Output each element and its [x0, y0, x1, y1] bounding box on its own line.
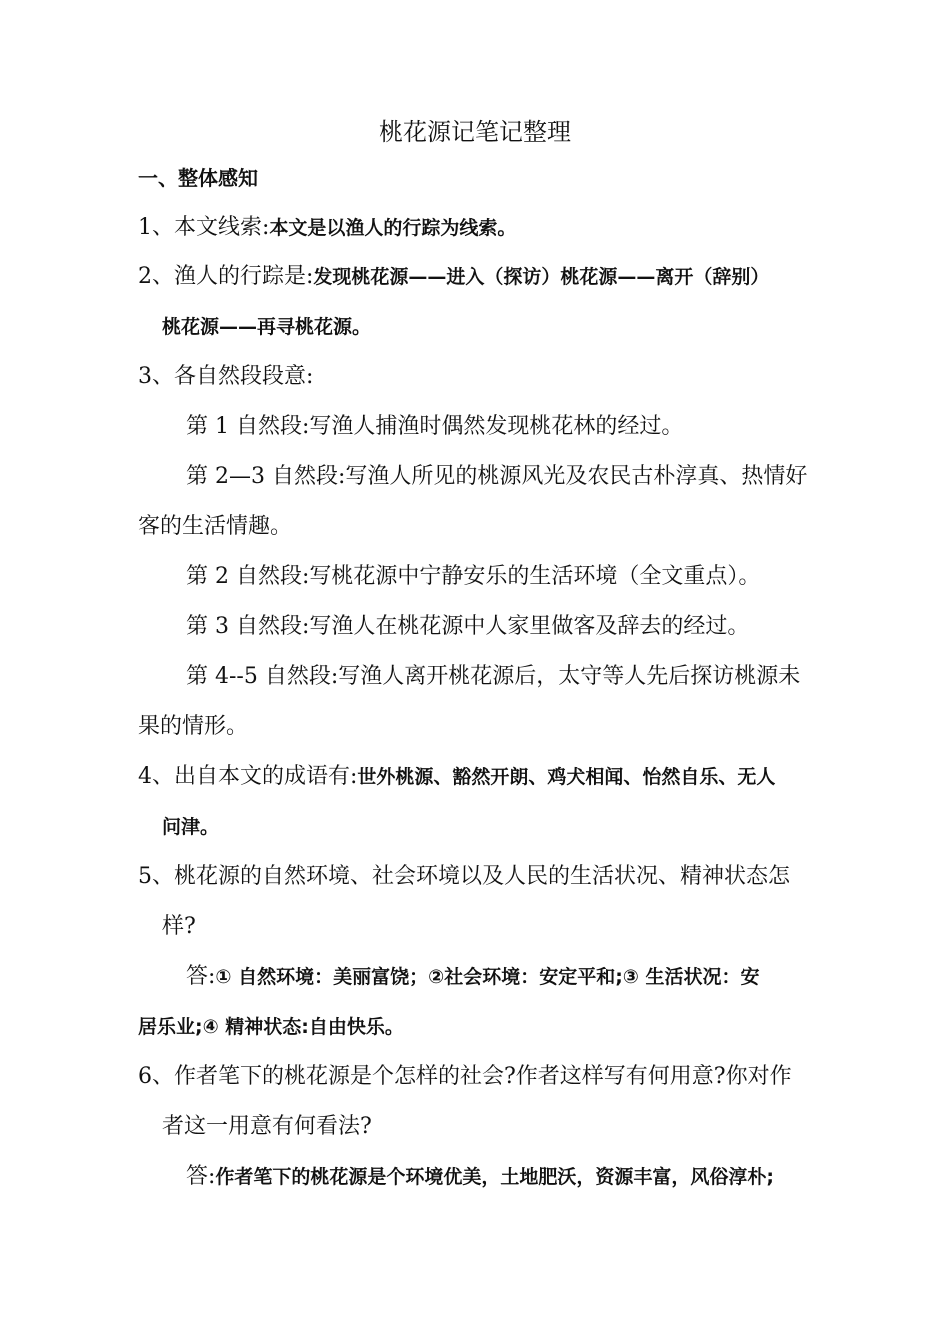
- item-6-answer-prefix: 答:: [186, 1164, 216, 1189]
- item-3-para-3: 第 3 自然段:写渔人在桃花源中人家里做客及辞去的经过。: [186, 614, 750, 639]
- item-4: [138, 760, 838, 794]
- item-6-answer-body: 作者笔下的桃花源是个环境优美，土地肥沃，资源丰富，风俗淳朴;: [215, 1166, 775, 1188]
- item-4-body-b: 问津。: [162, 816, 220, 838]
- item-5-question-a: 5、桃花源的自然环境、社会环境以及人民的生活状况、精神状态怎: [138, 864, 790, 889]
- item-5-answer-a: [186, 960, 886, 994]
- item-1: [138, 211, 838, 245]
- item-3-para-45-b: 果的情形。: [138, 714, 249, 739]
- item-5-answer-prefix: 答:: [186, 964, 216, 989]
- item-3-para-2: 第 2 自然段:写桃花源中宁静安乐的生活环境（全文重点）。: [186, 564, 761, 589]
- item-3-prefix: 3、各自然段段意:: [138, 364, 314, 389]
- item-3-para-45-a: 第 4--5 自然段:写渔人离开桃花源后，太守等人先后探访桃源未: [186, 664, 801, 689]
- item-3-para-23-a: 第 2—3 自然段:写渔人所见的桃源风光及农民古朴淳真、热情好: [186, 464, 808, 489]
- item-2: [138, 260, 838, 294]
- item-2-body-b: 桃花源——再寻桃花源。: [162, 316, 372, 338]
- item-1-prefix: 1、本文线索:: [138, 215, 270, 240]
- item-3-para-1: 第 1 自然段:写渔人捕渔时偶然发现桃花林的经过。: [186, 414, 684, 439]
- item-4-body-a: 世外桃源、豁然开朗、鸡犬相闻、怡然自乐、无人: [357, 766, 776, 788]
- item-6-answer-a: [186, 1160, 886, 1194]
- section-heading: 一、整体感知: [138, 166, 258, 190]
- item-5-answer-body: ① 自然环境：美丽富饶；②社会环境：安定平和;③ 生活状况：安: [215, 966, 760, 988]
- item-2-prefix: 2、渔人的行踪是:: [138, 264, 314, 289]
- item-3-para-23-b: 客的生活情趣。: [138, 514, 293, 539]
- document-title: 桃花源记笔记整理: [379, 118, 571, 146]
- item-6-question-b: 者这一用意有何看法?: [162, 1114, 372, 1139]
- item-4-prefix: 4、出自本文的成语有:: [138, 764, 358, 789]
- item-6-question-a: 6、作者笔下的桃花源是个怎样的社会?作者这样写有何用意?你对作: [138, 1064, 792, 1089]
- item-5-answer-b: 居乐业;④ 精神状态:自由快乐。: [138, 1016, 404, 1038]
- item-1-body: 本文是以渔人的行踪为线索。: [269, 217, 517, 239]
- item-5-question-b: 样?: [162, 914, 196, 939]
- item-2-body-a: 发现桃花源——进入（探访）桃花源——离开（辞别）: [313, 266, 770, 288]
